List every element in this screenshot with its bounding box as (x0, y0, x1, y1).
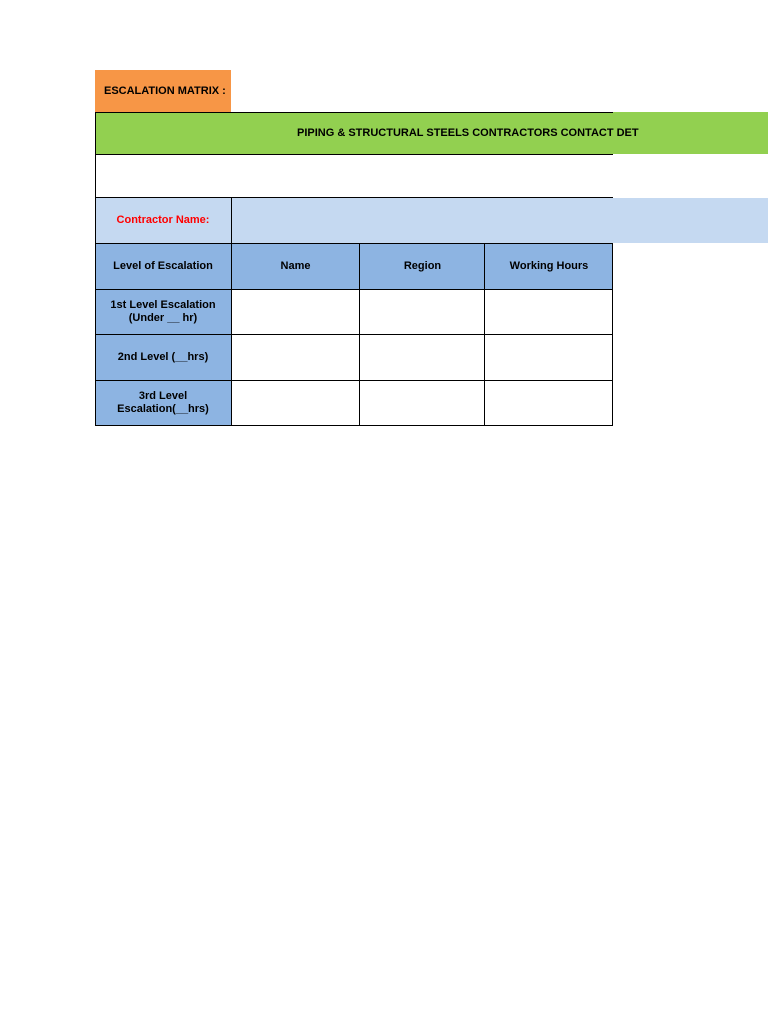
grid-line (95, 243, 613, 244)
header-working-hours: Working Hours (485, 243, 613, 289)
grid-line (95, 425, 613, 426)
grid-line (95, 112, 96, 426)
escalation-matrix-title: ESCALATION MATRIX : (95, 70, 231, 112)
grid-line (612, 243, 613, 426)
grid-line (231, 198, 232, 426)
name-cell-1[interactable] (231, 289, 360, 335)
grid-line (95, 112, 613, 113)
region-cell-1[interactable] (360, 289, 485, 335)
grid-line (95, 197, 613, 198)
hours-cell-2[interactable] (485, 335, 613, 380)
grid-line (359, 243, 360, 426)
grid-line (95, 289, 613, 290)
header-name: Name (231, 243, 360, 289)
contractor-name-label: Contractor Name: (95, 198, 231, 243)
grid-line (95, 154, 613, 155)
grid-line (95, 334, 613, 335)
grid-line (95, 380, 613, 381)
contractors-banner: PIPING & STRUCTURAL STEELS CONTRACTORS CONTACT DET (95, 112, 768, 154)
header-region: Region (360, 243, 485, 289)
blank-row (95, 154, 613, 198)
name-cell-3[interactable] (231, 380, 360, 426)
hours-cell-1[interactable] (485, 289, 613, 335)
region-cell-2[interactable] (360, 335, 485, 380)
contractor-name-field[interactable] (231, 198, 768, 243)
name-cell-2[interactable] (231, 335, 360, 380)
level-cell-2: 2nd Level (__hrs) (95, 335, 231, 380)
level-cell-1: 1st Level Escalation (Under __ hr) (95, 289, 231, 335)
header-level-of-escalation: Level of Escalation (95, 243, 231, 289)
region-cell-3[interactable] (360, 380, 485, 426)
hours-cell-3[interactable] (485, 380, 613, 426)
level-cell-3: 3rd Level Escalation(__hrs) (95, 380, 231, 426)
grid-line (484, 243, 485, 426)
